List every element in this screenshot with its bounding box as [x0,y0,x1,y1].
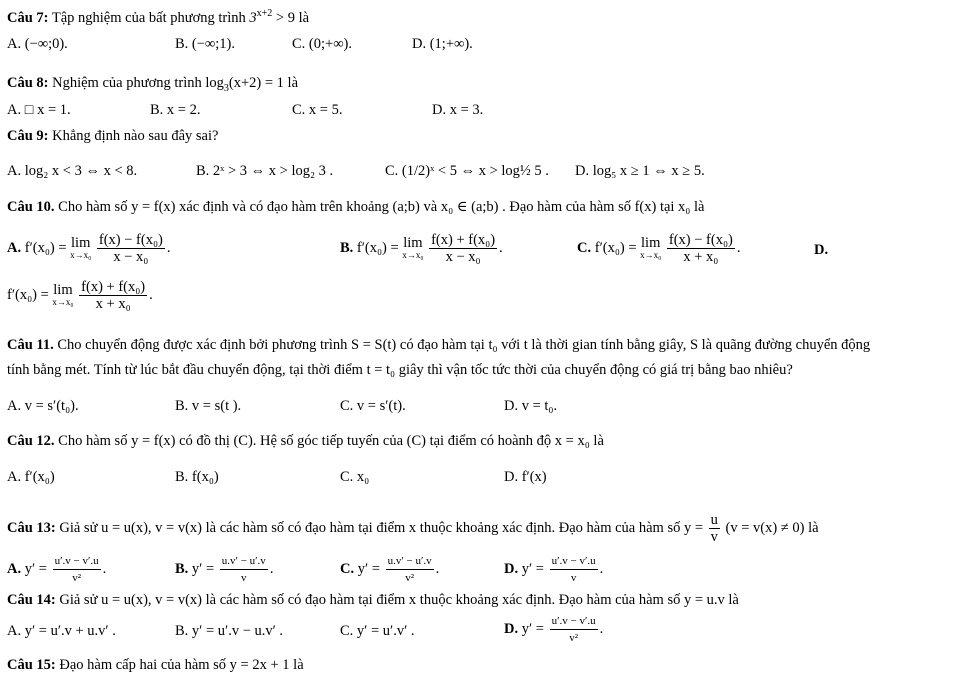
q15-text: Đạo hàm cấp hai của hàm số y = 2x + 1 là [55,657,304,673]
q13-option-a[interactable]: A. y′ = $\frac{u'.v - v'.u}{\text{v²}}$ . [7,555,107,584]
q12-label: Câu 12. [7,433,55,449]
q12-option-a[interactable]: A. f′(x₀) [7,469,55,485]
q12-option-d[interactable]: D. f′(x) [504,469,547,485]
q9-text: Khẳng định nào sau đây sai? [48,128,219,144]
q15-label: Câu 15: [7,657,56,673]
q13-option-b[interactable]: B. y′ = $\frac{u.v' - u'.v}{v}$ . [175,555,274,584]
question-12 [7,432,604,450]
question-9 [7,127,218,145]
q7-rest: > 9 là [272,9,310,26]
q8-text: Nghiệm của phương trình log [48,75,224,91]
q8-option-d[interactable]: D. x = 3. [432,102,484,118]
q9-option-b[interactable]: B. 2ˣ > 3 ⇔ x > log₂ 3 . [196,163,334,179]
q7-label: Câu 7: [7,9,49,26]
q11-text-1: Cho chuyển động được xác định bởi phương trình S = S(t) có đạo hàm tại t₀ với t là thời gian tính bằng giây, S là quãng đường chuyển động [53,337,871,353]
q10-b-fraction: $\frac{\text{f(x) + f(x₀)}}{\text{x − x₀}}$ [431,232,496,265]
q13-label: Câu 13: [7,519,56,536]
q7-text: Tập nghiệm của bất phương trình [48,9,250,26]
q10-option-b[interactable]: B. f′(x₀) = lim x→x₀ $\frac{\text{f(x) + f(x₀)}}{\text{x − x₀}}$ . [340,232,503,265]
question-7 [7,5,309,27]
q10-option-d[interactable]: D. [814,242,829,258]
q8-option-c[interactable]: C. x = 5. [292,102,343,118]
q7-option-b[interactable]: B. (−∞;1). [175,36,235,52]
q8-option-b[interactable]: B. x = 2. [150,102,201,118]
q7-exponent: x+2 [256,8,273,19]
q10-option-d-expression[interactable]: f′(x₀) = lim x→x₀ $\frac{\text{f(x) + f(x₀)}}{\text{x + x₀}}$ . [7,279,153,312]
question-13 [7,512,819,545]
question-11-line-1 [7,336,870,354]
q11-option-c[interactable]: C. v = s′(t). [340,398,406,414]
q11-option-d[interactable]: D. v = t₀. [504,398,558,414]
q14-option-c[interactable]: C. y′ = u′.v′ . [340,623,415,639]
q14-option-b[interactable]: B. y′ = u′.v − u.v′ . [175,623,284,639]
q13-text: Giả sử u = u(x), v = v(x) là các hàm số có đạo hàm tại điểm x thuộc khoảng xác định. Đạo hàm của hàm số y = [55,519,707,536]
q13-fraction: $\frac{u}{v}$ [710,512,718,545]
q9-option-a[interactable]: A. log₂ x < 3 ⇔ x < 8. [7,163,138,179]
q10-text: Cho hàm số y = f(x) xác định và có đạo hàm trên khoảng (a;b) và x₀ ∈ (a;b) . Đạo hàm của hàm số f(x) tại x₀ là [54,199,705,215]
question-10 [7,198,704,216]
q9-option-d[interactable]: D. log₅ x ≥ 1 ⇔ x ≥ 5. [575,163,705,179]
q9-label: Câu 9: [7,128,49,144]
q10-option-a[interactable]: A. f′(x₀) = lim x→x₀ $\frac{\text{f(x) − f(x₀)}}{\text{x − x₀}}$ . [7,232,171,265]
q11-label: Câu 11. [7,337,54,353]
q12-option-b[interactable]: B. f(x₀) [175,469,219,485]
q12-option-c[interactable]: C. x₀ [340,469,370,485]
question-11-line-2: tính bằng mét. Tính từ lúc bắt đầu chuyển động, tại thời điểm t = t₀ giây thì vận tốc tức thời của chuyển động có giá trị bằng bao nhiêu? [7,362,793,378]
q8-option-a[interactable]: A. □ x = 1. [7,102,71,118]
q10-d-fraction: $\frac{\text{f(x) + f(x₀)}}{\text{x + x₀}}$ [81,279,146,312]
q8-label: Câu 8: [7,75,49,91]
q11-option-a[interactable]: A. v = s′(t₀). [7,398,79,414]
q13-rest: (v = v(x) ≠ 0) là [721,519,819,536]
q10-c-fraction: $\frac{\text{f(x) − f(x₀)}}{\text{x + x₀}}$ [668,232,733,265]
question-15 [7,656,304,674]
q7-option-d[interactable]: D. (1;+∞). [412,36,473,52]
q12-text: Cho hàm số y = f(x) có đồ thị (C). Hệ số góc tiếp tuyến của (C) tại điểm có hoành độ x = x₀ là [54,433,604,449]
q14-text: Giả sử u = u(x), v = v(x) là các hàm số có đạo hàm tại điểm x thuộc khoảng xác định. Đạo hàm của hàm số y = u.v là [55,592,739,608]
q7-option-c[interactable]: C. (0;+∞). [292,36,352,52]
q14-option-a[interactable]: A. y′ = u′.v + u.v′ . [7,623,116,639]
q14-label: Câu 14: [7,592,56,608]
question-14 [7,591,739,609]
q10-a-fraction: $\frac{\text{f(x) − f(x₀)}}{\text{x − x₀}}$ [98,232,163,265]
q7-base: 3 [249,9,257,26]
q10-label: Câu 10. [7,199,55,215]
q13-option-d[interactable]: D. y′ = $\frac{u'.v - v'.u}{v}$ . [504,555,604,584]
q8-rest: (x+2) = 1 là [228,75,299,91]
question-8 [7,74,298,98]
q10-option-c[interactable]: C. f′(x₀) = lim x→x₀ $\frac{\text{f(x) − f(x₀)}}{\text{x + x₀}}$ . [577,232,741,265]
q8-log-base: 3 [223,82,229,94]
q7-option-a[interactable]: A. (−∞;0). [7,36,68,52]
q14-option-d[interactable]: D. y′ = $\frac{u'.v - v'.u}{\text{v²}}$ . [504,615,604,644]
q11-option-b[interactable]: B. v = s(t ). [175,398,242,414]
q13-option-c[interactable]: C. y′ = $\frac{u.v' - u'.v}{\text{v²}}$ . [340,555,440,584]
q9-option-c[interactable]: C. (1/2)ˣ < 5 ⇔ x > log½ 5 . [385,163,549,179]
